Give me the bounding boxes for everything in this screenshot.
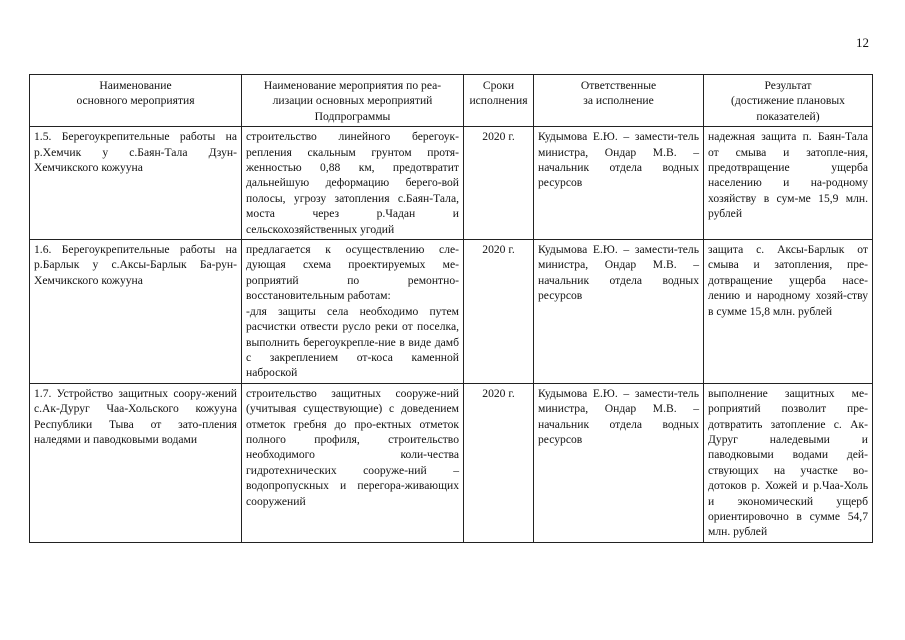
cell-responsible: Кудымова Е.Ю. – замести-тель министра, Ондар М.В. – начальник отдела водных ресурсов: [534, 383, 704, 542]
cell-activity: предлагается к осуществлению сле-дующая схема проектируемых ме-роприятий по ремонтно-восстановительным работам: -для защиты села необходимо путем расчистки отвести русло реки от поселка, выполнить берегоукрепле-ние в виде дамб с закреплением от-коса каменной наброской: [242, 240, 464, 384]
table-row: [30, 127, 873, 240]
table-row: [30, 240, 873, 384]
cell-responsible: Кудымова Е.Ю. – замести-тель министра, Ондар М.В. – начальник отдела водных ресурсов: [534, 240, 704, 384]
cell-deadline: 2020 г.: [464, 240, 534, 384]
page-number: 12: [856, 35, 869, 50]
cell-main-event: 1.6. Берегоукрепительные работы на р.Барлык у с.Аксы-Барлык Ба-рун-Хемчикского кожууна: [30, 240, 242, 384]
header-activity: Наименование мероприятия по реа- лизации основных мероприятий Подпрограммы: [242, 75, 464, 127]
cell-deadline: 2020 г.: [464, 127, 534, 240]
cell-activity: строительство защитных сооруже-ний (учитывая существующие) с доведением отметок гребня до про-ектных отметок полного профиля, строительство необходимого коли-чества гидротехнических сооруже-ний – водопропускных и перегора-живающих сооружений: [242, 383, 464, 542]
table-body: [30, 127, 873, 543]
cell-deadline: 2020 г.: [464, 383, 534, 542]
table-header: [30, 75, 873, 127]
cell-result: надежная защита п. Баян-Тала от смыва и затопле-ния, предотвращение ущерба населению и на-родному хозяйству в сум-ме 15,9 млн. рублей: [704, 127, 873, 240]
activities-table: [29, 74, 873, 543]
header-row: [30, 75, 873, 127]
header-result: Результат (достижение плановых показателей): [704, 75, 873, 127]
header-main-event: Наименование основного мероприятия: [30, 75, 242, 127]
cell-activity: строительство линейного берегоук-репления скальным грунтом протя-женностью 0,88 км, предотвратит дальнейшую деформацию берего-вой полосы, угрозу затопления с.Баян-Тала, моста через р.Чадан и сельскохозяйственных угодий: [242, 127, 464, 240]
header-deadline: Сроки исполнения: [464, 75, 534, 127]
cell-main-event: 1.7. Устройство защитных соору-жений с.Ак-Дуруг Чаа-Хольского кожууна Республики Тыва от зато-пления наледями и паводковыми водами: [30, 383, 242, 542]
cell-responsible: Кудымова Е.Ю. – замести-тель министра, Ондар М.В. – начальник отдела водных ресурсов: [534, 127, 704, 240]
cell-result: защита с. Аксы-Барлык от смыва и затопления, пре-дотвращение ущерба насе-лению и народному хозяй-ству в сумме 15,8 млн. рублей: [704, 240, 873, 384]
header-responsible: Ответственные за исполнение: [534, 75, 704, 127]
cell-result: выполнение защитных ме-роприятий позволит пре-дотвратить затопление с. Ак-Дуруг наледевыми и паводковыми водами дей-ствующих на участке во-дотоков р. Хожей и р.Чаа-Холь и экономический ущерб ориентировочно в сумме 54,7 млн. рублей: [704, 383, 873, 542]
cell-main-event: 1.5. Берегоукрепительные работы на р.Хемчик у с.Баян-Тала Дзун-Хемчикского кожууна: [30, 127, 242, 240]
table-row: [30, 383, 873, 542]
